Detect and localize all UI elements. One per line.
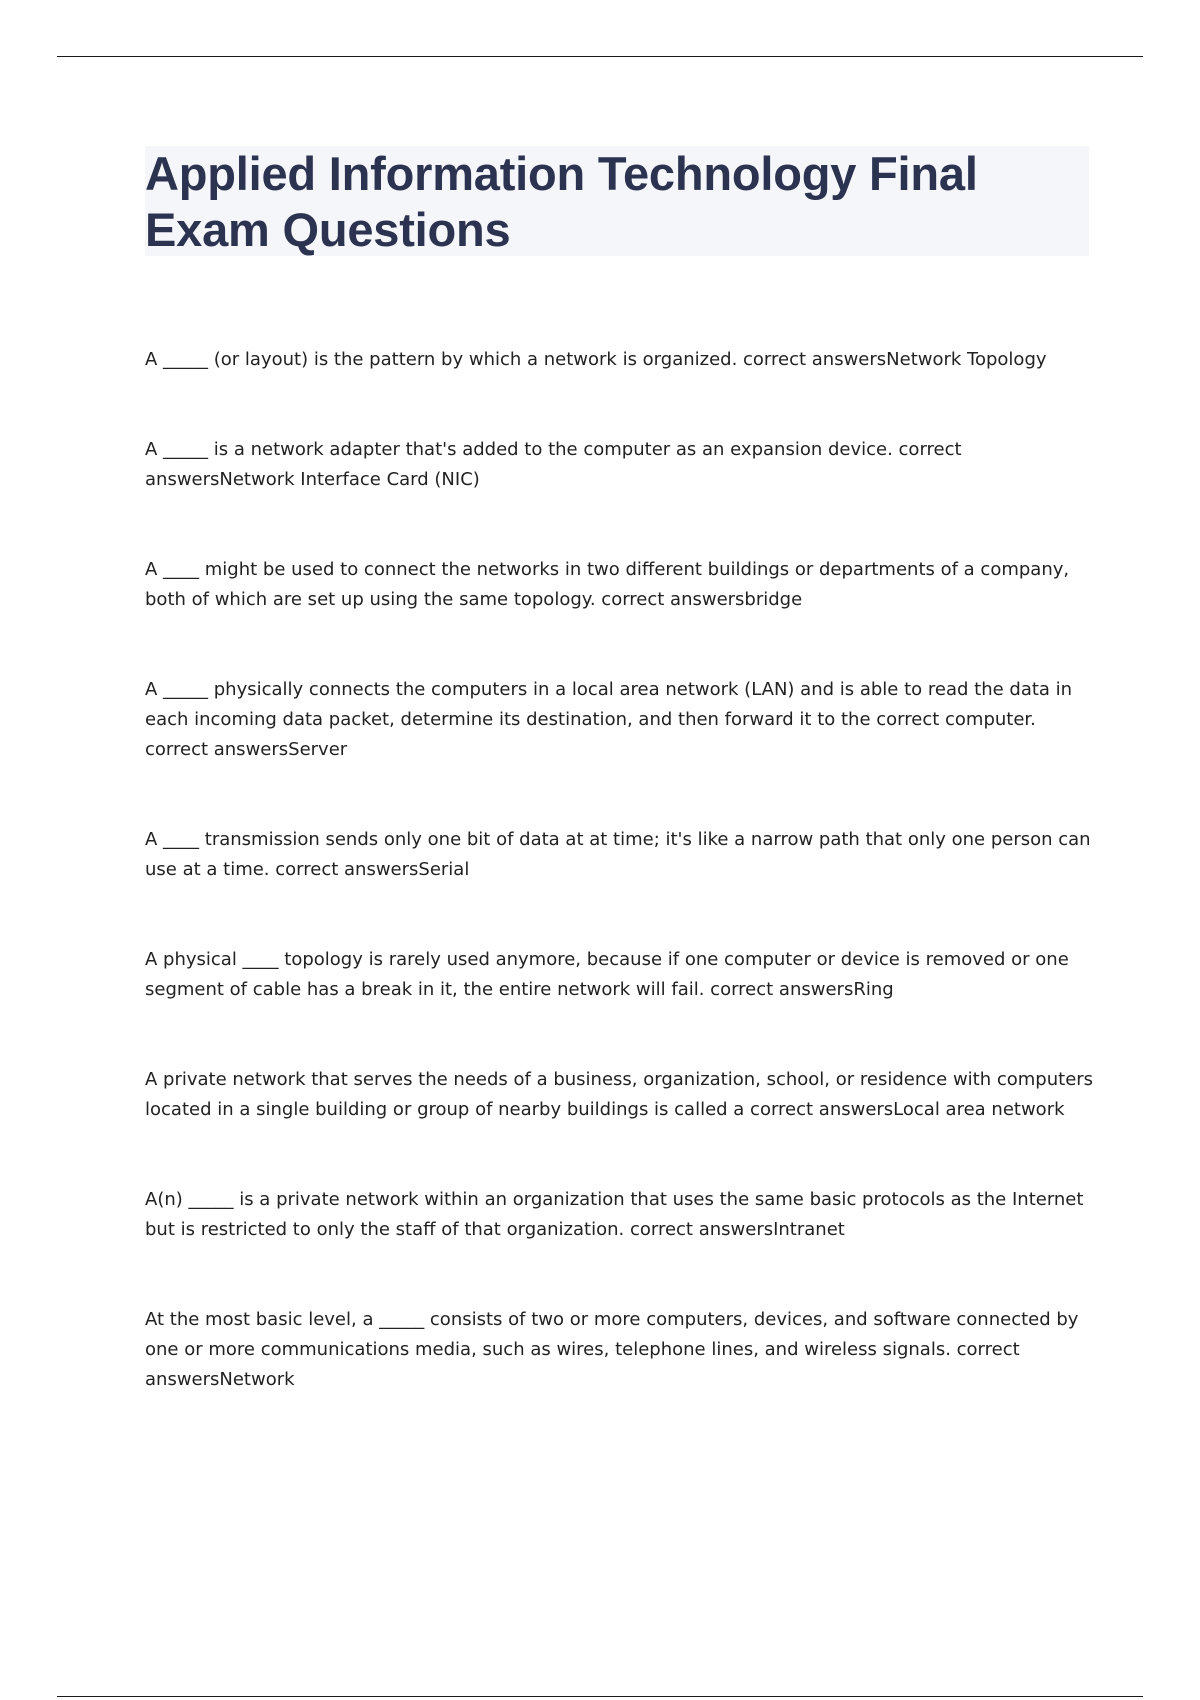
- page-title: Applied Information Technology Final Exam Questions: [145, 147, 978, 256]
- question-item: A _____ physically connects the computers in a local area network (LAN) and is able to read the data in each incoming data packet, determine its destination, and then forward it to the correct computer. correct answersServer: [145, 679, 1073, 760]
- title-block: [145, 146, 1089, 256]
- top-divider: [57, 56, 1143, 57]
- question-item: A(n) _____ is a private network within an organization that uses the same basic protocols as the Internet but is restricted to only the staff of that organization. correct answersIntranet: [145, 1189, 1084, 1240]
- question-item: At the most basic level, a _____ consists of two or more computers, devices, and software connected by one or more communications media, such as wires, telephone lines, and wireless signals. correct answersNetwork: [145, 1309, 1079, 1390]
- question-item: A ____ might be used to connect the networks in two different buildings or departments of a company, both of which are set up using the same topology. correct answersbridge: [145, 559, 1070, 610]
- bottom-divider: [57, 1696, 1143, 1697]
- question-item: A private network that serves the needs of a business, organization, school, or residence with computers located in a single building or group of nearby buildings is called a correct answersLocal area network: [145, 1069, 1094, 1120]
- question-list: [145, 345, 1095, 1455]
- question-item: A _____ is a network adapter that's added to the computer as an expansion device. correct answersNetwork Interface Card (NIC): [145, 439, 962, 490]
- question-item: A ____ transmission sends only one bit of data at at time; it's like a narrow path that only one person can use at a time. correct answersSerial: [145, 829, 1091, 880]
- question-item: A _____ (or layout) is the pattern by which a network is organized. correct answersNetwork Topology: [145, 349, 1047, 370]
- question-item: A physical ____ topology is rarely used anymore, because if one computer or device is removed or one segment of cable has a break in it, the entire network will fail. correct answersRing: [145, 949, 1069, 1000]
